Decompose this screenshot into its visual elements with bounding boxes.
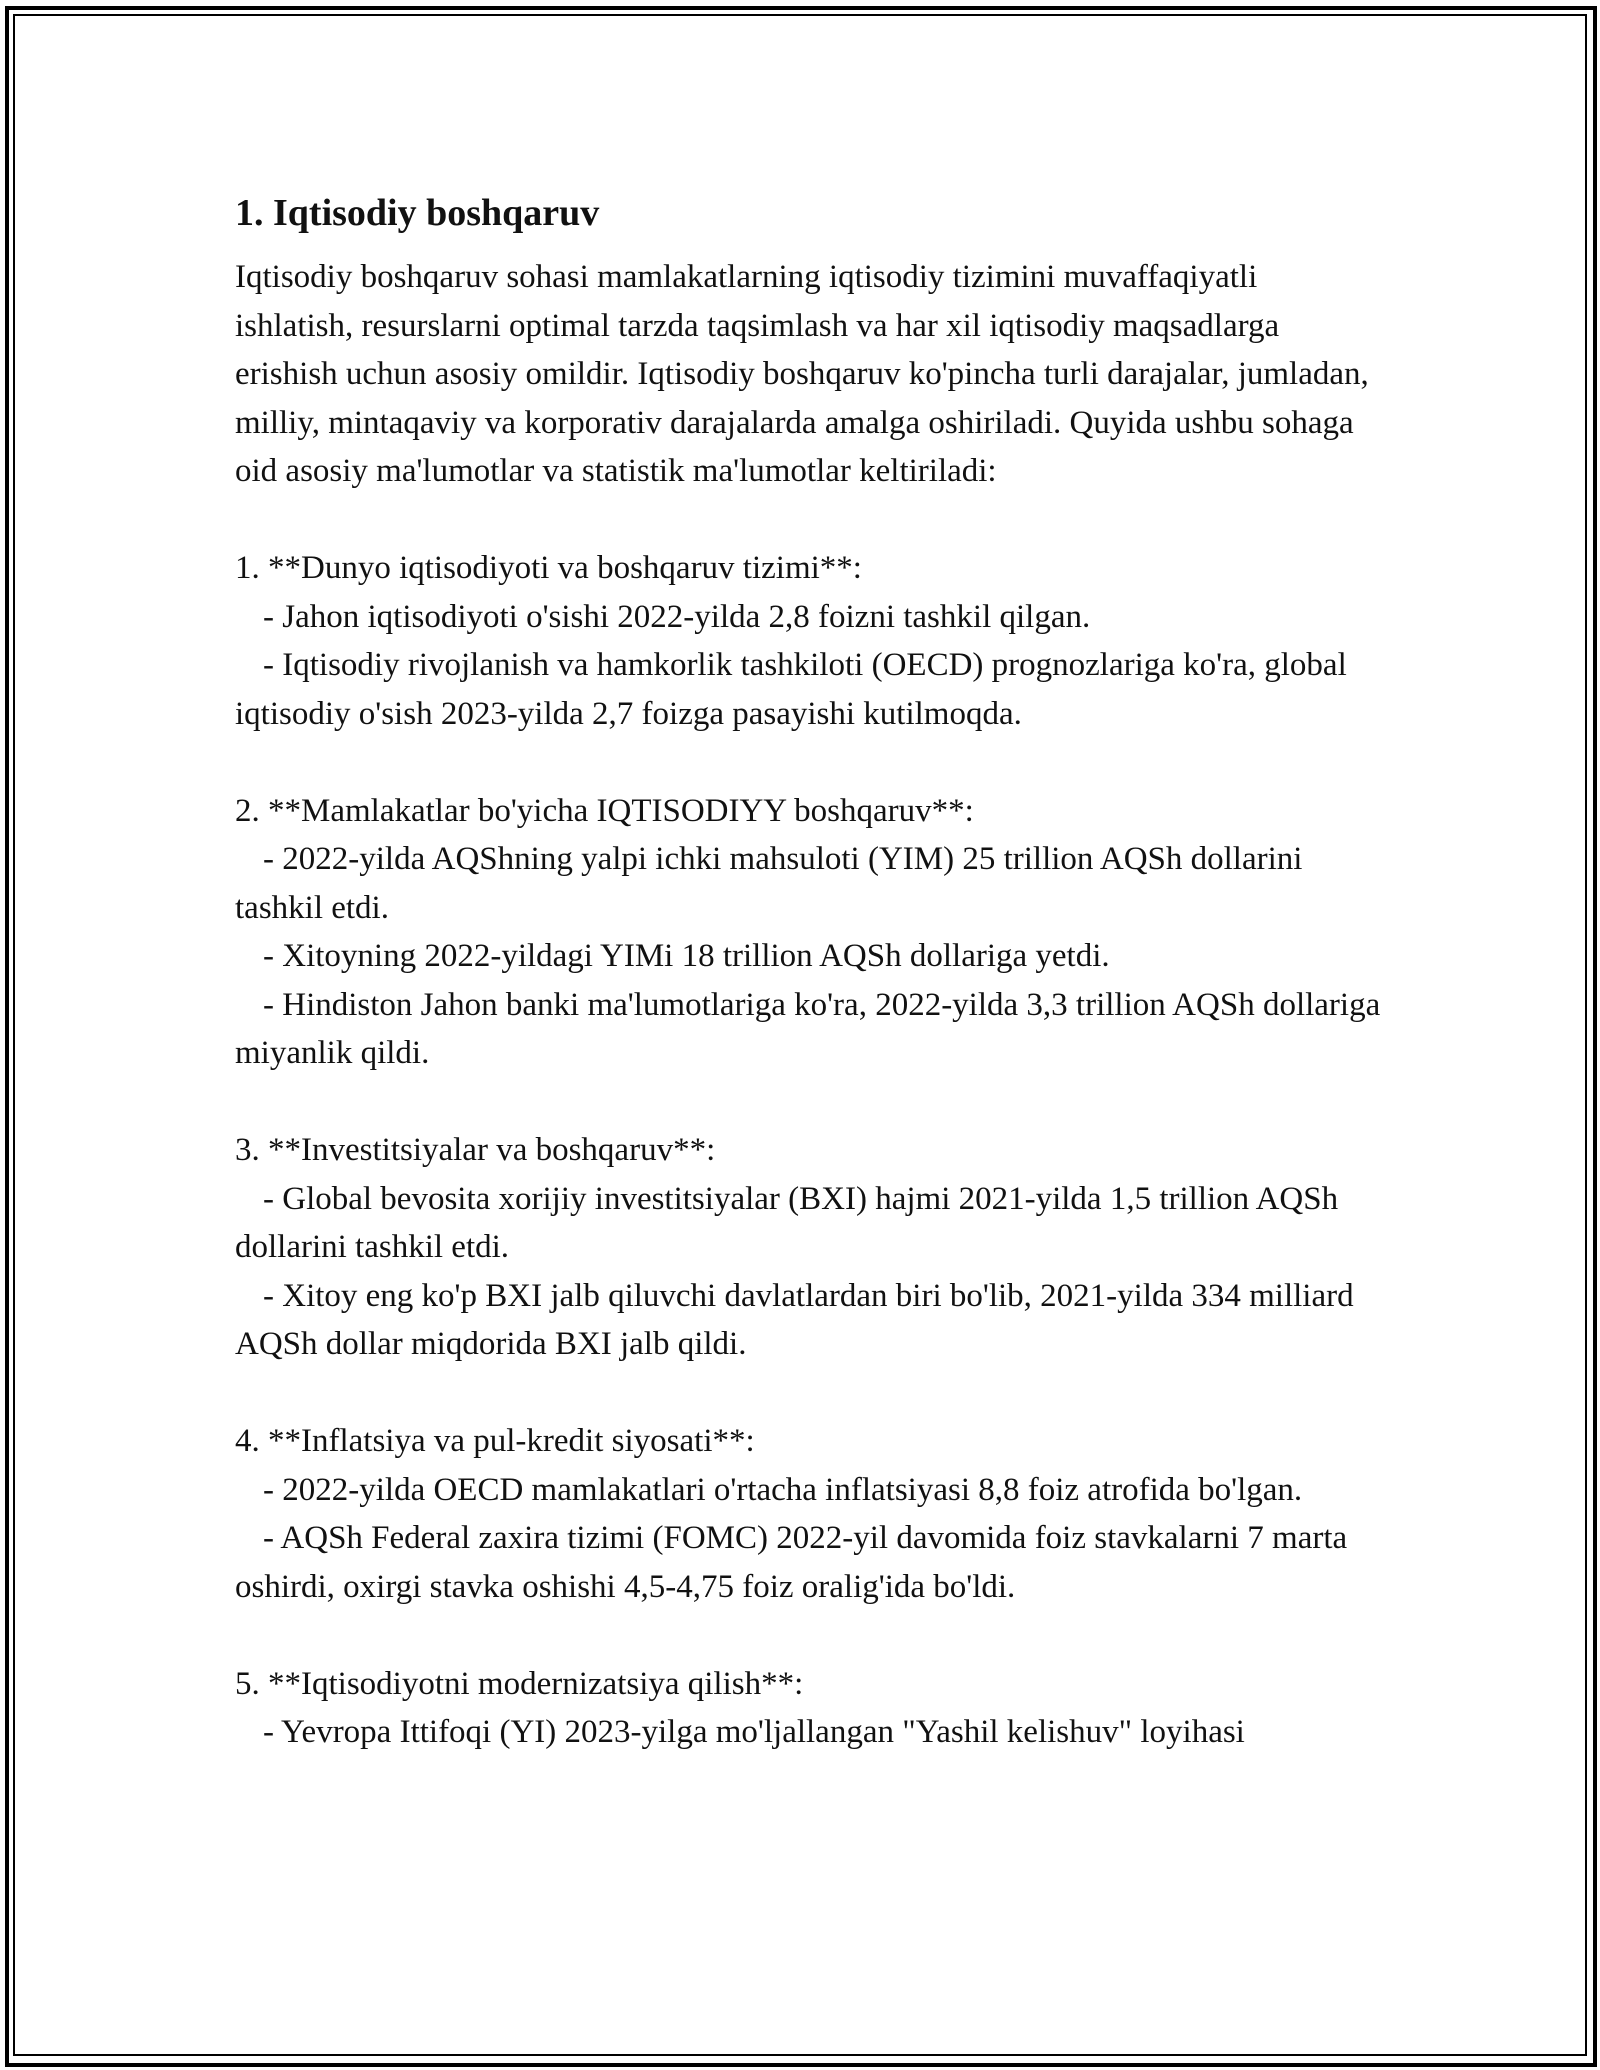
list-item: - Iqtisodiy rivojlanish va hamkorlik tashkiloti (OECD) prognozlariga ko'ra, global iqtisodiy o'sish 2023-yilda 2,7 foizga pasayishi kutilmoqda. bbox=[235, 647, 1347, 732]
list-item: - Global bevosita xorijiy investitsiyalar (BXI) hajmi 2021-yilda 1,5 trillion AQSh dollarini tashkil etdi. bbox=[235, 1180, 1339, 1265]
section-modernization bbox=[235, 1660, 1385, 1757]
list-item: - Yevropa Ittifoqi (YI) 2023-yilga mo'ljallangan "Yashil kelishuv" loyihasi bbox=[263, 1714, 1245, 1750]
section-title: 2. **Mamlakatlar bo'yicha IQTISODIYY boshqaruv**: bbox=[235, 792, 974, 829]
section-world-economy bbox=[235, 544, 1385, 738]
section-title: 1. **Dunyo iqtisodiyoti va boshqaruv tizimi**: bbox=[235, 550, 862, 586]
section-title: 5. **Iqtisodiyotni modernizatsiya qilish**: bbox=[235, 1665, 804, 1702]
list-item: - Xitoy eng ko'p BXI jalb qiluvchi davlatlardan biri bo'lib, 2021-yilda 334 milliard AQSh dollar miqdorida BXI jalb qildi. bbox=[235, 1277, 1354, 1362]
section-title: 3. **Investitsiyalar va boshqaruv**: bbox=[235, 1132, 716, 1168]
list-item: - Hindiston Jahon banki ma'lumotlariga ko'ra, 2022-yilda 3,3 trillion AQSh dollariga miyanlik qildi. bbox=[235, 986, 1381, 1071]
document-body bbox=[235, 185, 1385, 1757]
page-title: 1. Iqtisodiy boshqaruv bbox=[235, 192, 600, 234]
section-investments bbox=[235, 1126, 1385, 1369]
list-item: - Xitoyning 2022-yildagi YIMi 18 trillion AQSh dollariga yetdi. bbox=[263, 938, 1110, 974]
list-item: - AQSh Federal zaxira tizimi (FOMC) 2022-yil davomida foiz stavkalarni 7 marta oshirdi, oxirgi stavka oshishi 4,5-4,75 foiz oralig'ida bo'ldi. bbox=[235, 1520, 1348, 1605]
section-title: 4. **Inflatsiya va pul-kredit siyosati**: bbox=[235, 1423, 755, 1459]
section-inflation bbox=[235, 1417, 1385, 1611]
list-item: - 2022-yilda OECD mamlakatlari o'rtacha inflatsiyasi 8,8 foiz atrofida bo'lgan. bbox=[263, 1471, 1303, 1508]
list-item: - Jahon iqtisodiyoti o'sishi 2022-yilda 2,8 foizni tashkil qilgan. bbox=[263, 598, 1091, 635]
section-countries bbox=[235, 787, 1385, 1078]
list-item: - 2022-yilda AQShning yalpi ichki mahsuloti (YIM) 25 trillion AQSh dollarini tashkil etdi. bbox=[235, 841, 1303, 926]
intro-paragraph: Iqtisodiy boshqaruv sohasi mamlakatlarning iqtisodiy tizimini muvaffaqiyatli ishlatish, resurslarni optimal tarzda taqsimlash va har xil iqtisodiy maqsadlarga erishish uchun asosiy omildir. Iqtisodiy boshqaruv ko'pincha turli darajalar, jumladan, milliy, mintaqaviy va korporativ darajalarda amalga oshiriladi. Quyida ushbu sohaga oid asosiy ma'lumotlar va statistik ma'lumotlar keltiriladi: bbox=[235, 259, 1369, 489]
